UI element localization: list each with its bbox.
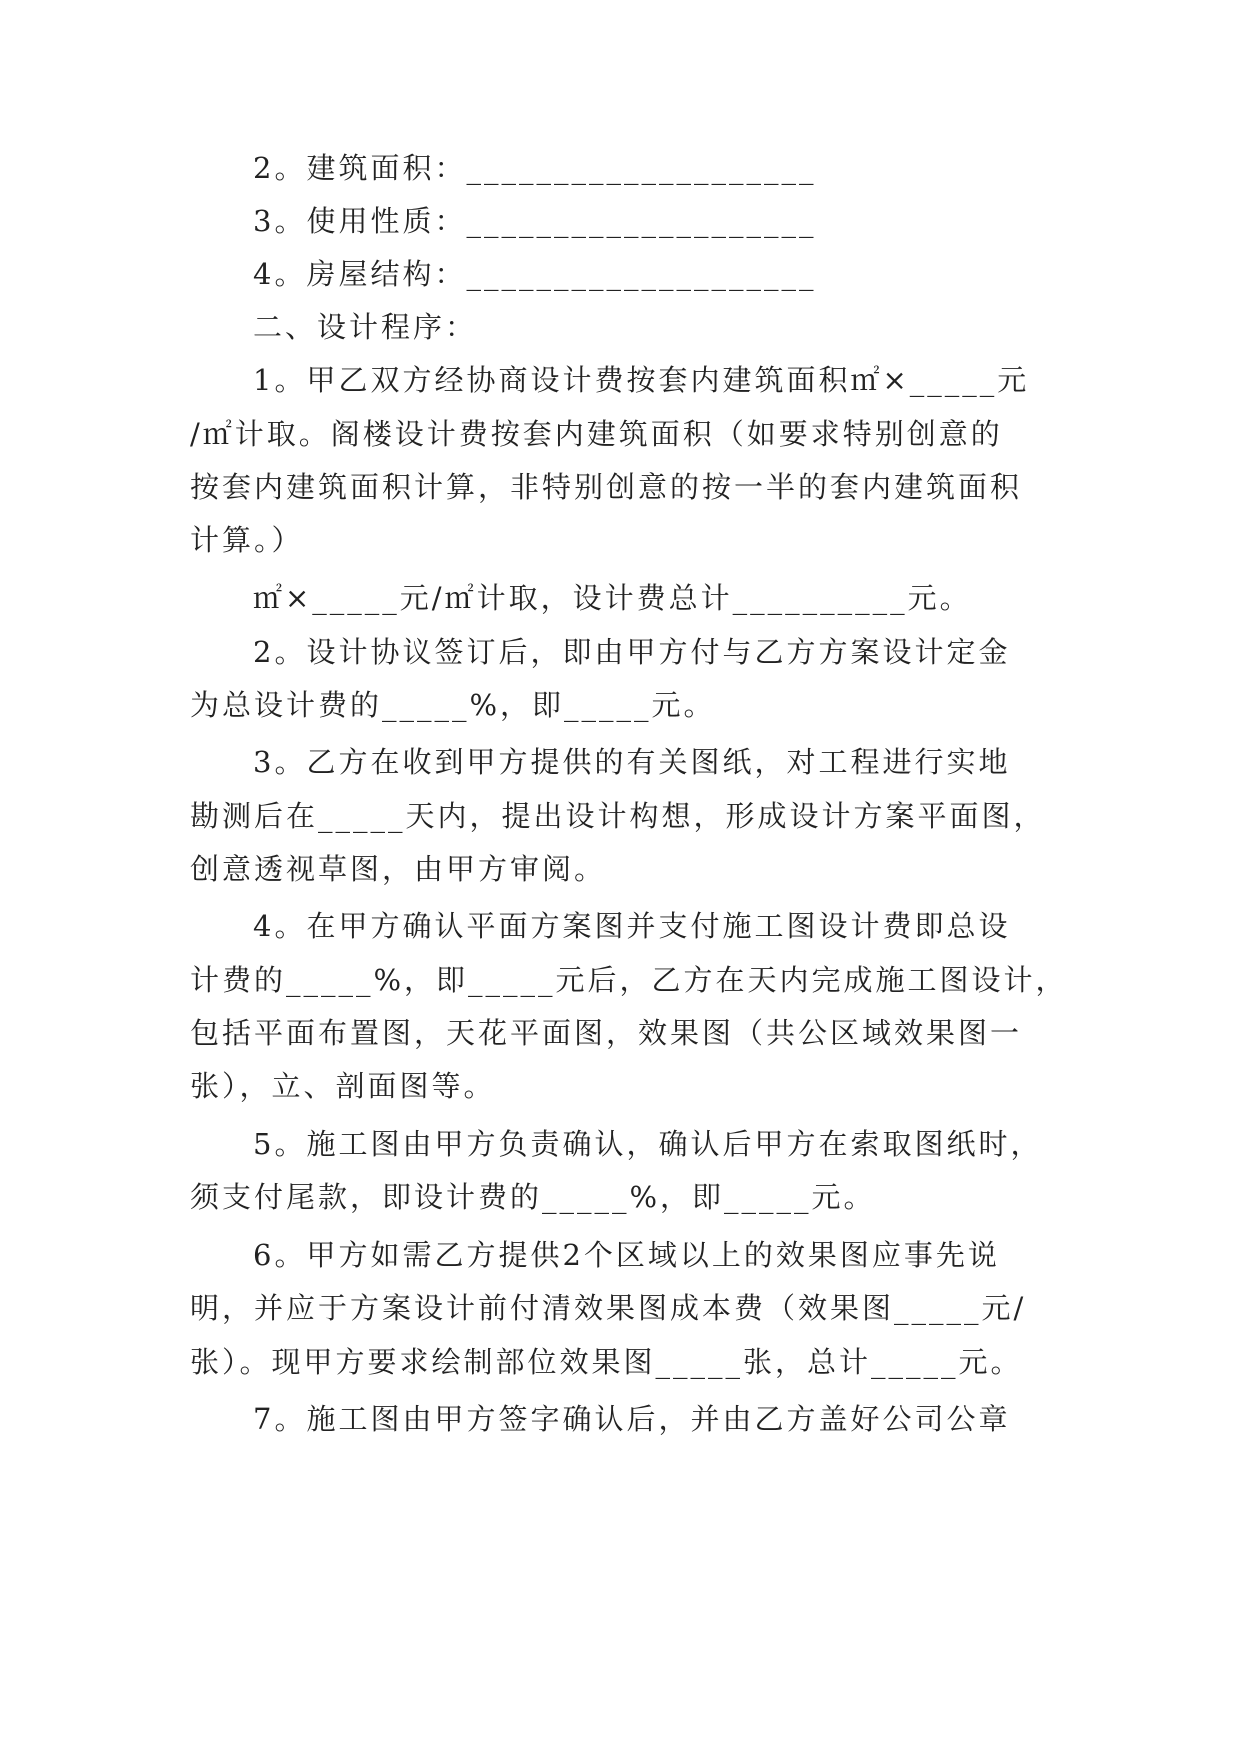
clause-2-line-1: 2。设计协议签订后，即由甲方付与乙方方案设计定金 [253, 635, 1011, 669]
clause-4-line-4: 张），立、剖面图等。 [190, 1069, 496, 1103]
clause-6-line-1: 6。甲方如需乙方提供2个区域以上的效果图应事先说 [253, 1238, 1000, 1272]
item-building-area: 2。建筑面积：____________________ [253, 151, 817, 185]
item-usage-type: 3。使用性质：____________________ [253, 204, 817, 238]
clause-3-line-3: 创意透视草图，由甲方审阅。 [190, 852, 607, 886]
clause-5-line-1: 5。施工图由甲方负责确认，确认后甲方在索取图纸时， [253, 1127, 1043, 1161]
section-heading-design-procedure: 二、设计程序： [253, 310, 478, 344]
clause-1-line-1: 1。甲乙双方经协商设计费按套内建筑面积㎡×_____元 [253, 363, 1030, 397]
clause-6-line-3: 张）。现甲方要求绘制部位效果图_____张，总计_____元。 [190, 1345, 1023, 1379]
clause-3-line-2: 勘测后在_____天内，提出设计构想，形成设计方案平面图， [190, 799, 1046, 833]
clause-5-line-2: 须支付尾款，即设计费的_____%，即_____元。 [190, 1180, 876, 1214]
clause-4-line-2: 计费的_____%，即_____元后，乙方在天内完成施工图设计， [190, 963, 1068, 997]
clause-4-line-1: 4。在甲方确认平面方案图并支付施工图设计费即总设 [253, 909, 1011, 943]
clause-7-line-1: 7。施工图由甲方签字确认后，并由乙方盖好公司公章 [253, 1402, 1011, 1436]
clause-1-line-3: 按套内建筑面积计算，非特别创意的按一半的套内建筑面积 [190, 470, 1023, 504]
clause-1-fee-total: ㎡×_____元/㎡计取，设计费总计__________元。 [253, 581, 972, 615]
clause-1-line-2: /㎡计取。阁楼设计费按套内建筑面积（如要求特别创意的 [190, 417, 1003, 451]
clause-6-line-2: 明，并应于方案设计前付清效果图成本费（效果图_____元/ [190, 1291, 1027, 1325]
item-house-structure: 4。房屋结构：____________________ [253, 257, 817, 291]
clause-4-line-3: 包括平面布置图，天花平面图，效果图（共公区域效果图一 [190, 1016, 1023, 1050]
clause-1-line-4: 计算。） [190, 523, 304, 557]
clause-3-line-1: 3。乙方在收到甲方提供的有关图纸，对工程进行实地 [253, 745, 1011, 779]
clause-2-line-2: 为总设计费的_____%，即_____元。 [190, 688, 716, 722]
